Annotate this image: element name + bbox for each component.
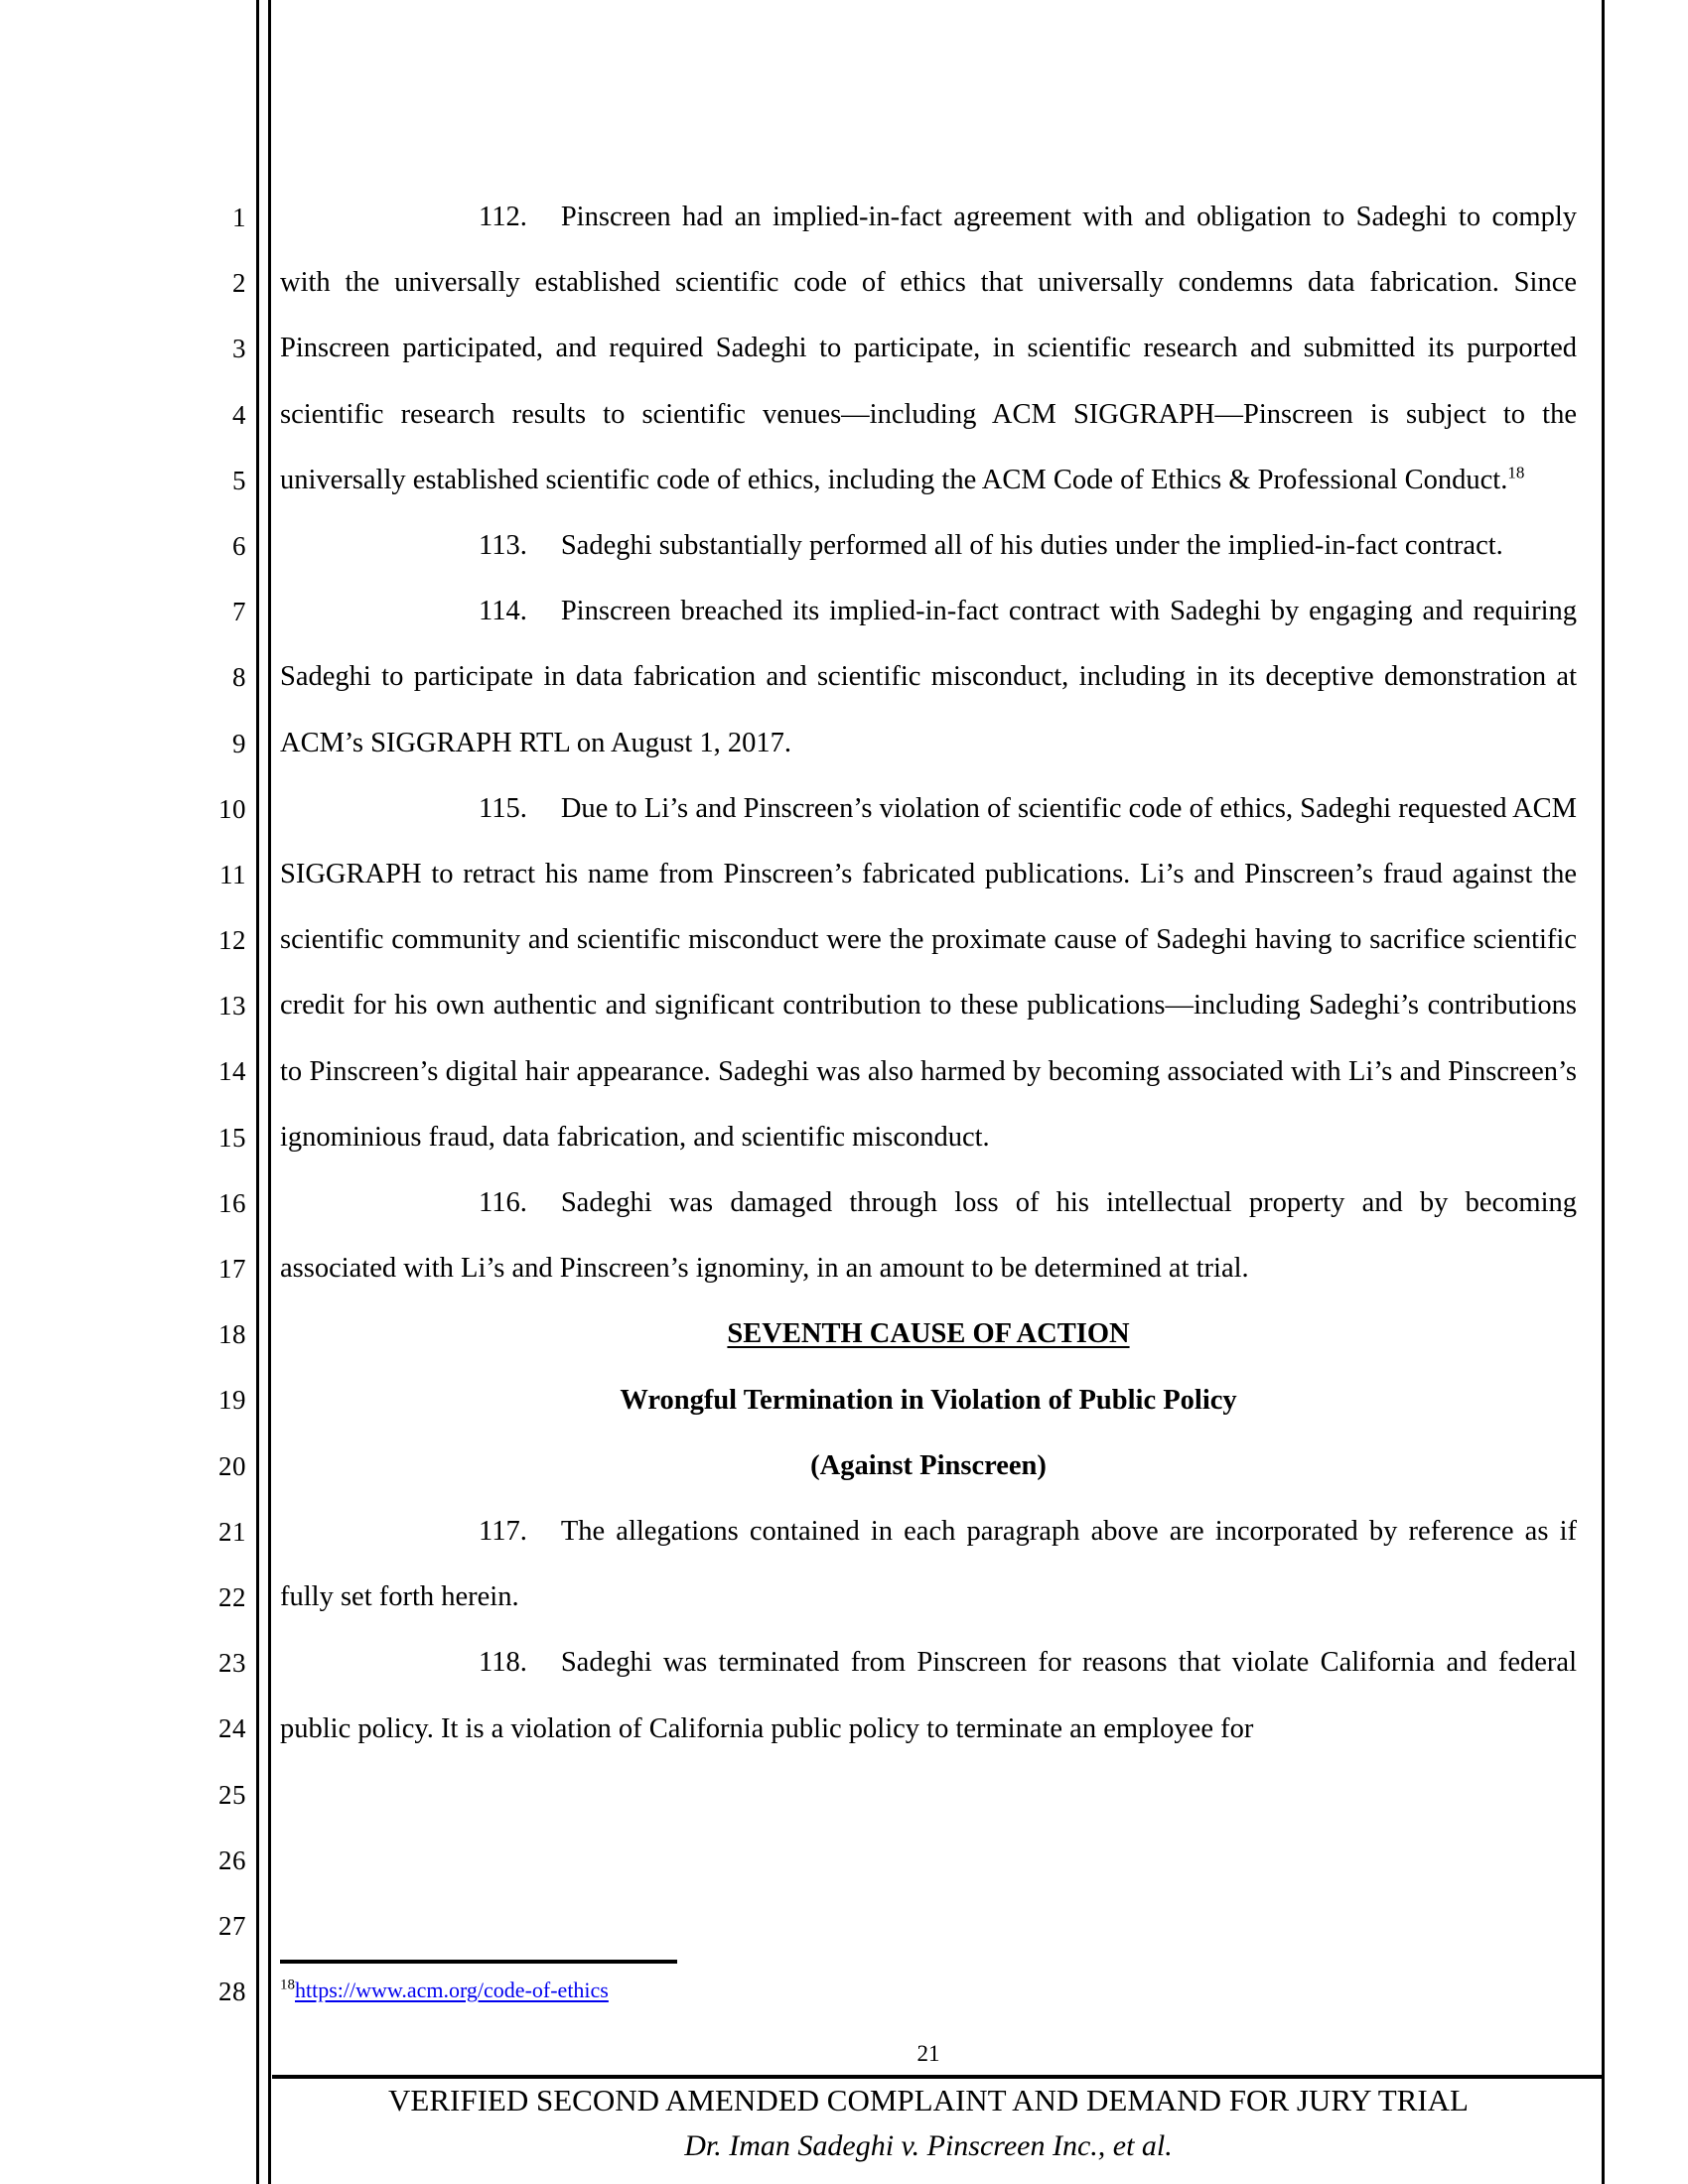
right-margin-rule (1602, 0, 1605, 2184)
footnote-reference-18[interactable]: 18 (1507, 463, 1525, 482)
line-number: 19 (218, 1385, 246, 1416)
line-number: 3 (232, 334, 246, 364)
line-number: 23 (218, 1648, 246, 1679)
line-number: 12 (218, 925, 246, 956)
line-number: 26 (218, 1844, 246, 1875)
line-number: 22 (218, 1581, 246, 1612)
line-number-gutter (195, 185, 246, 2024)
footnote-separator-rule (280, 1960, 677, 1964)
heading-claim-title: Wrongful Termination in Violation of Public Policy (620, 1384, 1237, 1416)
footnote-link-acm-code-of-ethics[interactable]: https://www.acm.org/code-of-ethics (295, 1978, 609, 2002)
paragraph-text: Sadeghi was terminated from Pinscreen for reasons that violate California and federal public policy. It is a violation of California public policy to terminate an employee for (280, 1647, 1577, 1744)
line-number: 20 (218, 1450, 246, 1481)
paragraph-113 (280, 513, 1577, 579)
footnote-block (280, 1976, 1571, 2005)
line-number: 4 (232, 399, 246, 430)
line-number: 14 (218, 1056, 246, 1087)
line-number: 6 (232, 530, 246, 561)
footer-separator-rule (272, 2075, 1603, 2079)
footnote-marker: 18 (280, 1977, 295, 1993)
line-number: 17 (218, 1254, 246, 1284)
paragraph-text: Pinscreen had an implied-in-fact agreement with and obligation to Sadeghi to comply with the universally established scientific code of ethics that universally condemns data fabrication. Since Pinscreen participated, and required Sadeghi to participate, in scientific research and submitted its purported scientific research results to scientific venues—including ACM SIGGRAPH—Pinscreen is subject to the universally established scientific code of ethics, including the ACM Code of Ethics & Professional Conduct. (280, 202, 1577, 495)
line-number: 24 (218, 1713, 246, 1744)
line-number: 28 (218, 1977, 246, 2007)
paragraph-text: Pinscreen breached its implied-in-fact contract with Sadeghi by engaging and requiring Sadeghi to participate in data fabrication and scientific misconduct, including in its deceptive demonstration at ACM’s SIGGRAPH RTL on August 1, 2017. (280, 596, 1577, 758)
line-number: 1 (232, 203, 246, 232)
heading-against-party: (Against Pinscreen) (810, 1449, 1047, 1481)
paragraph-116 (280, 1170, 1577, 1301)
paragraph-115 (280, 776, 1577, 1170)
paragraph-text: The allegations contained in each paragraph above are incorporated by reference as if fully set forth herein. (280, 1516, 1577, 1613)
paragraph-number: 113. (479, 530, 527, 562)
line-number: 8 (232, 662, 246, 693)
paragraph-112 (280, 185, 1577, 513)
paragraph-number: 114. (479, 596, 527, 627)
heading-cause-of-action-text: SEVENTH CAUSE OF ACTION (727, 1318, 1130, 1350)
line-number: 7 (232, 597, 246, 627)
line-number: 15 (218, 1122, 246, 1153)
paragraph-number: 115. (479, 792, 527, 824)
paragraph-number: 118. (479, 1647, 527, 1679)
paragraph-text: Sadeghi was damaged through loss of his intellectual property and by becoming associated with Li’s and Pinscreen’s ignominy, in an amount to be determined at trial. (280, 1187, 1577, 1285)
line-number: 5 (232, 465, 246, 495)
line-number: 21 (218, 1516, 246, 1547)
paragraph-text: Due to Li’s and Pinscreen’s violation of scientific code of ethics, Sadeghi requested ACM SIGGRAPH to retract his name from Pinscreen’s fabricated publications. Li’s and Pinscreen’s fraud against the scientific community and scientific misconduct were the proximate cause of Sadeghi having to sacrifice scientific credit for his own authentic and significant contribution to these publications—including Sadeghi’s contributions to Pinscreen’s digital hair appearance. Sadeghi was also harmed by becoming associated with Li’s and Pinscreen’s ignominious fraud, data fabrication, and scientific misconduct. (280, 792, 1577, 1153)
paragraph-number: 112. (479, 202, 527, 232)
paragraph-117 (280, 1499, 1577, 1630)
line-number: 18 (218, 1319, 246, 1350)
line-number: 10 (218, 793, 246, 824)
line-number: 16 (218, 1187, 246, 1218)
line-number: 13 (218, 991, 246, 1022)
paragraph-number: 117. (479, 1516, 527, 1548)
paragraph-text: Sadeghi substantially performed all of his duties under the implied-in-fact contract. (560, 530, 1503, 562)
line-number: 27 (218, 1910, 246, 1941)
left-margin-rule-inner (268, 0, 271, 2184)
heading-cause-of-action (280, 1301, 1577, 1367)
page-number: 21 (916, 2041, 940, 2066)
paragraph-114 (280, 579, 1577, 776)
footer-document-title: VERIFIED SECOND AMENDED COMPLAINT AND DEMAND FOR JURY TRIAL (388, 2083, 1469, 2117)
line-number: 25 (218, 1779, 246, 1810)
left-margin-rule-outer (256, 0, 259, 2184)
line-number: 9 (232, 728, 246, 758)
line-number: 2 (232, 268, 246, 299)
paragraph-number: 116. (479, 1187, 527, 1219)
paragraph-118 (280, 1630, 1577, 1761)
line-number: 11 (219, 859, 246, 889)
footer-case-caption: Dr. Iman Sadeghi v. Pinscreen Inc., et al. (684, 2129, 1173, 2162)
document-body (280, 185, 1577, 1762)
